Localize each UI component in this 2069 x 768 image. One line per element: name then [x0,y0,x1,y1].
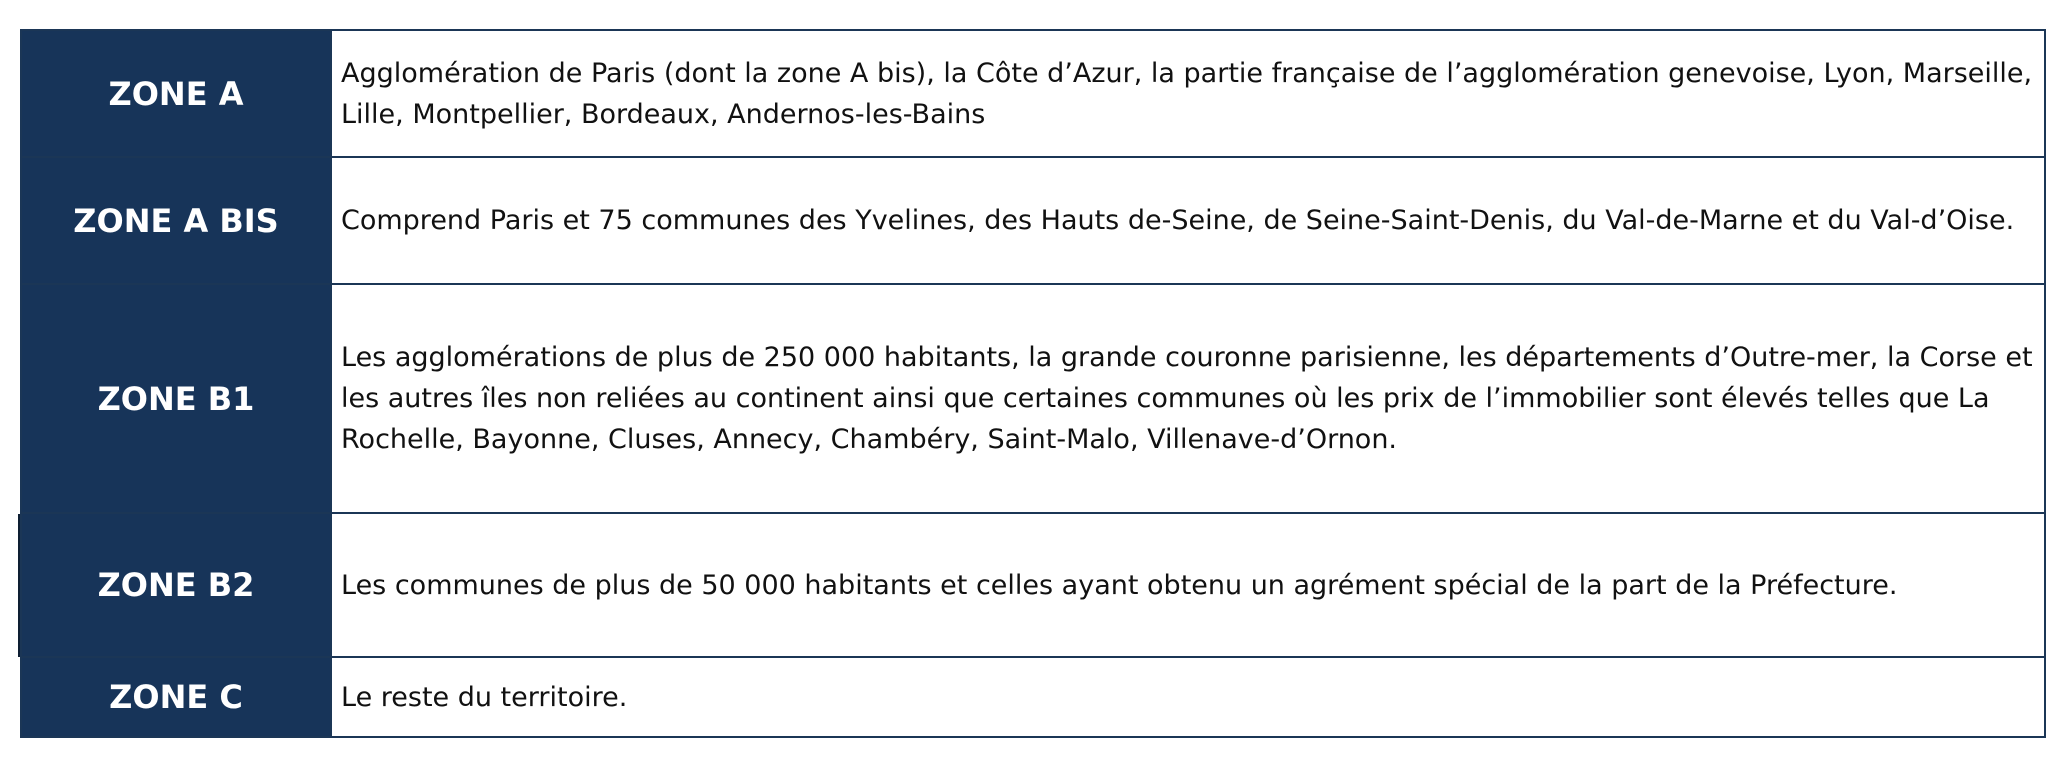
table-left-edge-line [18,514,20,657]
zone-table [20,29,2046,738]
zone-label: ZONE B1 [21,284,331,513]
zone-row-b1 [21,284,2045,513]
zone-label: ZONE B2 [21,513,331,657]
zone-row-b2 [21,513,2045,657]
zone-label: ZONE A [21,30,331,157]
zone-description: Comprend Paris et 75 communes des Yvelines, des Hauts de-Seine, de Seine-Saint-Denis, du Val-de-Marne et du Val-d’Oise. [331,157,2045,284]
zone-description: Le reste du territoire. [331,657,2045,737]
zone-row-c [21,657,2045,737]
zone-description: Les agglomérations de plus de 250 000 habitants, la grande couronne parisienne, les départements d’Outre-mer, la Corse et les autres îles non reliées au continent ainsi que certaines communes où les prix de l’immobilier sont élevés telles que La Rochelle, Bayonne, Cluses, Annecy, Chambéry, Saint-Malo, Villenave-d’Ornon. [331,284,2045,513]
zone-row-a [21,30,2045,157]
zone-description: Agglomération de Paris (dont la zone A bis), la Côte d’Azur, la partie française de l’agglomération genevoise, Lyon, Marseille, Lille, Montpellier, Bordeaux, Andernos-les-Bains [331,30,2045,157]
zone-label: ZONE C [21,657,331,737]
zone-description: Les communes de plus de 50 000 habitants et celles ayant obtenu un agrément spécial de la part de la Préfecture. [331,513,2045,657]
zone-row-a-bis [21,157,2045,284]
zone-label: ZONE A BIS [21,157,331,284]
